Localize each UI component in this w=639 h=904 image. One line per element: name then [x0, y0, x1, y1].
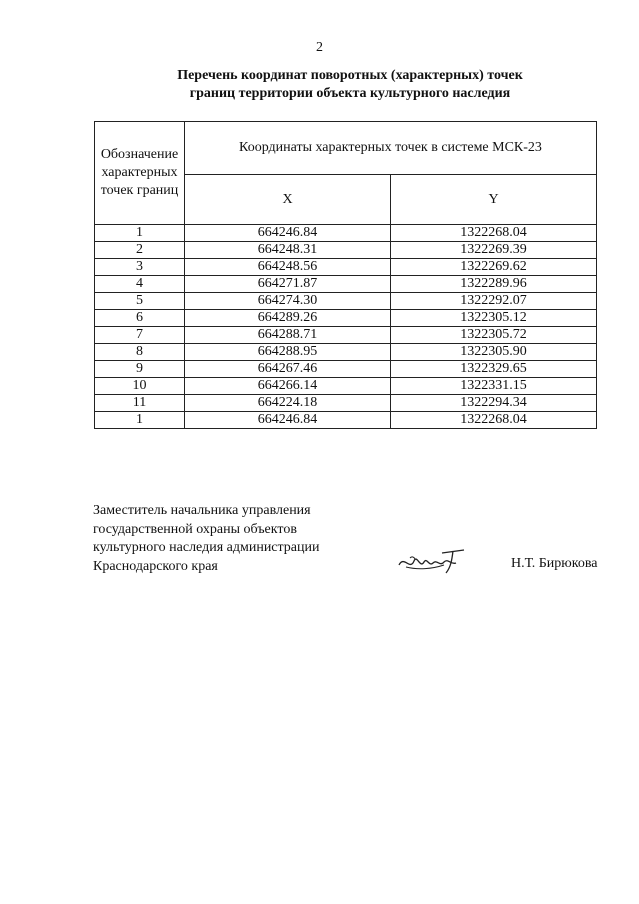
x-coordinate-cell: 664248.56 — [185, 259, 391, 276]
header-x: X — [185, 175, 391, 225]
x-coordinate-cell: 664266.14 — [185, 378, 391, 395]
x-coordinate-cell: 664267.46 — [185, 361, 391, 378]
point-number-cell: 10 — [95, 378, 185, 395]
table-row — [95, 378, 597, 395]
table-row — [95, 344, 597, 361]
y-coordinate-cell: 1322329.65 — [391, 361, 597, 378]
point-number-cell: 8 — [95, 344, 185, 361]
signer-position-line-4: Краснодарского края — [93, 558, 218, 574]
page-number: 2 — [316, 40, 323, 55]
y-coordinate-cell: 1322331.15 — [391, 378, 597, 395]
y-coordinate-cell: 1322268.04 — [391, 412, 597, 429]
header-designation: Обозначение характерных точек границ — [95, 122, 185, 225]
x-coordinate-cell: 664246.84 — [185, 412, 391, 429]
point-number-cell: 2 — [95, 242, 185, 259]
header-coordinates: Координаты характерных точек в системе МСК-23 — [185, 122, 597, 175]
signer-position-line-1: Заместитель начальника управления — [93, 503, 311, 518]
point-number-cell: 11 — [95, 395, 185, 412]
title-line-2: границ территории объекта культурного наследия — [189, 86, 511, 101]
handwritten-signature — [396, 545, 468, 579]
y-coordinate-cell: 1322305.90 — [391, 344, 597, 361]
x-coordinate-cell: 664274.30 — [185, 293, 391, 310]
table-row — [95, 293, 597, 310]
x-coordinate-cell: 664246.84 — [185, 225, 391, 242]
title-line-1: Перечень координат поворотных (характерных) точек — [177, 68, 523, 83]
table-row — [95, 412, 597, 429]
document-title — [60, 67, 639, 103]
y-coordinate-cell: 1322269.39 — [391, 242, 597, 259]
point-number-cell: 1 — [95, 225, 185, 242]
header-y: Y — [391, 175, 597, 225]
table-row — [95, 327, 597, 344]
table-row — [95, 225, 597, 242]
y-coordinate-cell: 1322294.34 — [391, 395, 597, 412]
x-coordinate-cell: 664289.26 — [185, 310, 391, 327]
y-coordinate-cell: 1322305.72 — [391, 327, 597, 344]
table-row — [95, 361, 597, 378]
coordinates-table — [94, 121, 597, 429]
signature-block — [93, 502, 320, 576]
y-coordinate-cell: 1322289.96 — [391, 276, 597, 293]
point-number-cell: 9 — [95, 361, 185, 378]
table-row — [95, 259, 597, 276]
table-row — [95, 310, 597, 327]
table-row — [95, 242, 597, 259]
signer-name: Н.Т. Бирюкова — [511, 556, 598, 571]
coordinates-table-body — [95, 225, 597, 429]
point-number-cell: 3 — [95, 259, 185, 276]
point-number-cell: 4 — [95, 276, 185, 293]
point-number-cell: 5 — [95, 293, 185, 310]
point-number-cell: 7 — [95, 327, 185, 344]
x-coordinate-cell: 664288.95 — [185, 344, 391, 361]
table-row — [95, 395, 597, 412]
x-coordinate-cell: 664248.31 — [185, 242, 391, 259]
point-number-cell: 1 — [95, 412, 185, 429]
y-coordinate-cell: 1322292.07 — [391, 293, 597, 310]
x-coordinate-cell: 664224.18 — [185, 395, 391, 412]
y-coordinate-cell: 1322268.04 — [391, 225, 597, 242]
signer-position-line-3: культурного наследия администрации — [93, 540, 320, 555]
x-coordinate-cell: 664271.87 — [185, 276, 391, 293]
y-coordinate-cell: 1322305.12 — [391, 310, 597, 327]
x-coordinate-cell: 664288.71 — [185, 327, 391, 344]
table-row — [95, 276, 597, 293]
point-number-cell: 6 — [95, 310, 185, 327]
signer-position-line-2: государственной охраны объектов — [93, 521, 297, 537]
y-coordinate-cell: 1322269.62 — [391, 259, 597, 276]
